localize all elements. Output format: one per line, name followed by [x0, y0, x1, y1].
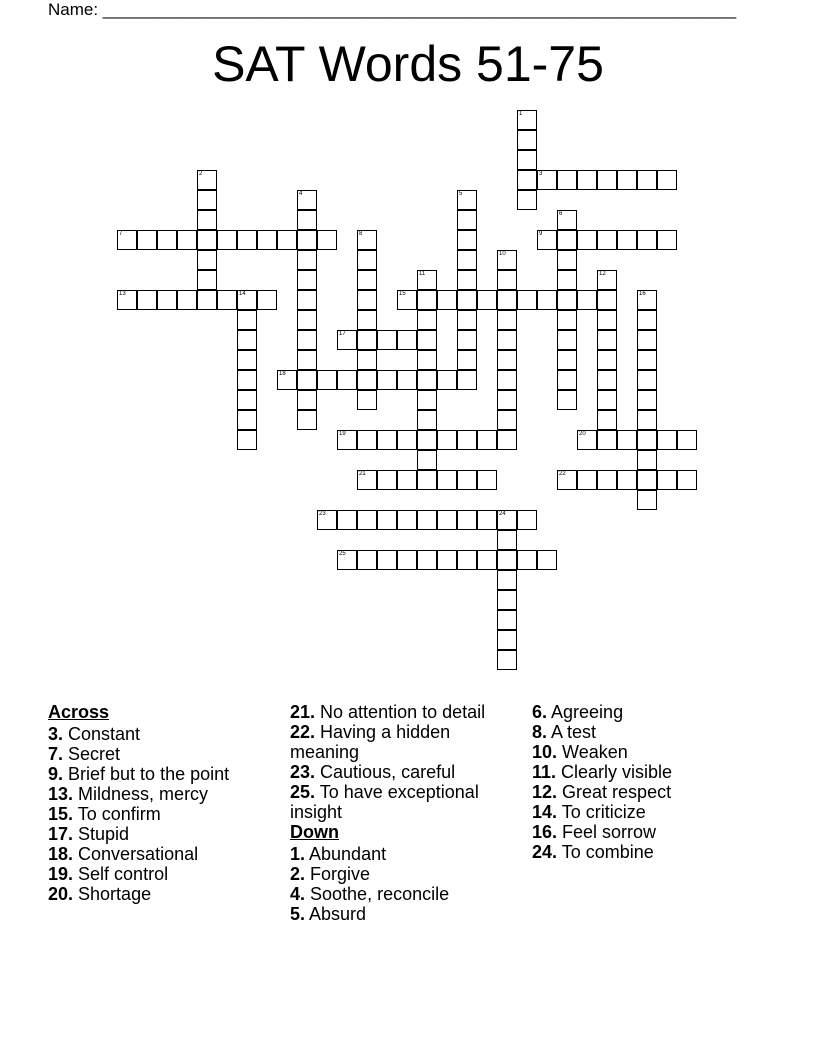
- crossword-cell[interactable]: [517, 510, 537, 530]
- crossword-cell[interactable]: [637, 230, 657, 250]
- crossword-cell[interactable]: [297, 350, 317, 370]
- crossword-cell[interactable]: [597, 230, 617, 250]
- clue-down-24: 24. To combine: [532, 842, 654, 862]
- crossword-cell[interactable]: [377, 370, 397, 390]
- crossword-cell[interactable]: [417, 290, 437, 310]
- crossword-cell[interactable]: [237, 310, 257, 330]
- crossword-cell[interactable]: [417, 470, 437, 490]
- crossword-cell[interactable]: [417, 330, 437, 350]
- crossword-cell[interactable]: [197, 190, 217, 210]
- crossword-cell[interactable]: [517, 130, 537, 150]
- crossword-cell[interactable]: [637, 350, 657, 370]
- crossword-cell[interactable]: [297, 290, 317, 310]
- crossword-cell[interactable]: [597, 330, 617, 350]
- crossword-cell[interactable]: [477, 470, 497, 490]
- crossword-cell[interactable]: [497, 530, 517, 550]
- clue-number-label: 2: [199, 171, 203, 177]
- crossword-cell[interactable]: [517, 190, 537, 210]
- crossword-cell[interactable]: [297, 410, 317, 430]
- crossword-cell[interactable]: [597, 410, 617, 430]
- crossword-cell[interactable]: [557, 310, 577, 330]
- clue-across-9: 9. Brief but to the point: [48, 764, 230, 784]
- crossword-cell[interactable]: [497, 290, 517, 310]
- crossword-cell[interactable]: [537, 290, 557, 310]
- crossword-cell[interactable]: [197, 210, 217, 230]
- crossword-cell[interactable]: [177, 290, 197, 310]
- crossword-cell[interactable]: [297, 390, 317, 410]
- crossword-cell[interactable]: [617, 430, 637, 450]
- crossword-cell[interactable]: [597, 390, 617, 410]
- crossword-cell[interactable]: [617, 470, 637, 490]
- crossword-cell[interactable]: [577, 230, 597, 250]
- clue-number-label: 7: [119, 231, 123, 237]
- crossword-cell[interactable]: [297, 210, 317, 230]
- clue-across-21: 21. No attention to detail: [290, 702, 486, 722]
- crossword-cell[interactable]: [557, 370, 577, 390]
- clue-number-label: 1: [519, 111, 523, 117]
- crossword-cell[interactable]: [637, 310, 657, 330]
- clue-across-23: 23. Cautious, careful: [290, 762, 456, 782]
- clue-down-2: 2. Forgive: [290, 864, 371, 884]
- crossword-cell[interactable]: [177, 230, 197, 250]
- crossword-cell[interactable]: [237, 330, 257, 350]
- crossword-cell[interactable]: [637, 330, 657, 350]
- clue-number-label: 23: [319, 511, 326, 517]
- clues-column-2: [290, 702, 515, 924]
- crossword-cell[interactable]: [657, 230, 677, 250]
- clue-number-label: 5: [459, 191, 463, 197]
- crossword-cell[interactable]: [557, 330, 577, 350]
- crossword-cell[interactable]: [597, 430, 617, 450]
- crossword-cell[interactable]: [197, 230, 217, 250]
- clue-number-label: 25: [339, 551, 346, 557]
- crossword-cell[interactable]: [337, 370, 357, 390]
- crossword-cell[interactable]: [457, 470, 477, 490]
- crossword-cell[interactable]: [497, 550, 517, 570]
- crossword-cell[interactable]: [497, 410, 517, 430]
- clue-down-11: 11. Clearly visible: [532, 762, 673, 782]
- crossword-cell[interactable]: [637, 390, 657, 410]
- crossword-cell[interactable]: [377, 510, 397, 530]
- crossword-cell[interactable]: [377, 470, 397, 490]
- crossword-cell[interactable]: [597, 370, 617, 390]
- crossword-cell[interactable]: [437, 290, 457, 310]
- crossword-cell[interactable]: [417, 510, 437, 530]
- crossword-cell[interactable]: [577, 470, 597, 490]
- crossword-cell[interactable]: [577, 170, 597, 190]
- crossword-cell[interactable]: [357, 290, 377, 310]
- crossword-cell[interactable]: [457, 210, 477, 230]
- crossword-cell[interactable]: [517, 550, 537, 570]
- crossword-cell[interactable]: [657, 430, 677, 450]
- crossword-cell[interactable]: [597, 170, 617, 190]
- crossword-cell[interactable]: [457, 230, 477, 250]
- crossword-cell[interactable]: [397, 550, 417, 570]
- crossword-cell[interactable]: [317, 370, 337, 390]
- clue-down-5: 5. Absurd: [290, 904, 367, 924]
- crossword-cell[interactable]: [497, 350, 517, 370]
- crossword-cell[interactable]: [477, 290, 497, 310]
- clue-number-label: 9: [539, 231, 543, 237]
- clue-across-17: 17. Stupid: [48, 824, 130, 844]
- clue-across-25: 25. To have exceptional insight: [290, 782, 479, 822]
- crossword-cell[interactable]: [437, 510, 457, 530]
- clue-across-15: 15. To confirm: [48, 804, 161, 824]
- crossword-cell[interactable]: [457, 370, 477, 390]
- crossword-cell[interactable]: [437, 430, 457, 450]
- clue-number-label: 21: [359, 471, 366, 477]
- crossword-cell[interactable]: [357, 330, 377, 350]
- crossword-cell[interactable]: [597, 310, 617, 330]
- crossword-cell[interactable]: [497, 430, 517, 450]
- crossword-cell[interactable]: [417, 450, 437, 470]
- crossword-cell[interactable]: [237, 350, 257, 370]
- crossword-cell[interactable]: [497, 330, 517, 350]
- clue-down-14: 14. To criticize: [532, 802, 646, 822]
- crossword-cell[interactable]: [237, 230, 257, 250]
- crossword-cell[interactable]: [297, 230, 317, 250]
- crossword-cell[interactable]: [557, 270, 577, 290]
- crossword-cell[interactable]: [297, 370, 317, 390]
- crossword-cell[interactable]: [497, 310, 517, 330]
- crossword-cell[interactable]: [417, 310, 437, 330]
- crossword-cell[interactable]: [437, 470, 457, 490]
- clue-number-label: 16: [639, 291, 646, 297]
- crossword-cell[interactable]: [637, 370, 657, 390]
- crossword-cell[interactable]: [677, 470, 697, 490]
- clue-down-16: 16. Feel sorrow: [532, 822, 657, 842]
- crossword-cell[interactable]: [517, 290, 537, 310]
- clue-number-label: 20: [579, 431, 586, 437]
- crossword-cell[interactable]: [557, 390, 577, 410]
- crossword-cell[interactable]: [357, 550, 377, 570]
- crossword-cell[interactable]: [237, 430, 257, 450]
- crossword-cell[interactable]: [377, 550, 397, 570]
- crossword-cell[interactable]: [417, 390, 437, 410]
- crossword-cell[interactable]: [417, 410, 437, 430]
- clue-number-label: 4: [299, 191, 303, 197]
- clue-number-label: 15: [399, 291, 406, 297]
- crossword-cell[interactable]: [137, 230, 157, 250]
- crossword-cell[interactable]: [377, 430, 397, 450]
- crossword-cell[interactable]: [397, 330, 417, 350]
- crossword-cell[interactable]: [657, 170, 677, 190]
- crossword-cell[interactable]: [517, 150, 537, 170]
- clue-number-label: 10: [499, 251, 506, 257]
- crossword-cell[interactable]: [157, 290, 177, 310]
- crossword-cell[interactable]: [677, 430, 697, 450]
- crossword-cell[interactable]: [397, 510, 417, 530]
- crossword-cell[interactable]: [637, 450, 657, 470]
- crossword-cell[interactable]: [457, 550, 477, 570]
- crossword-cell[interactable]: [597, 470, 617, 490]
- crossword-cell[interactable]: [497, 650, 517, 670]
- clue-across-20: 20. Shortage: [48, 884, 152, 904]
- clues-column-3: [532, 702, 732, 862]
- crossword-cell[interactable]: [457, 310, 477, 330]
- crossword-cell[interactable]: [357, 510, 377, 530]
- clue-down-4: 4. Soothe, reconcile: [290, 884, 450, 904]
- crossword-cell[interactable]: [497, 270, 517, 290]
- crossword-cell[interactable]: [197, 270, 217, 290]
- crossword-cell[interactable]: [257, 230, 277, 250]
- crossword-cell[interactable]: [337, 510, 357, 530]
- clue-number-label: 24: [499, 511, 506, 517]
- clue-across-19: 19. Self control: [48, 864, 169, 884]
- name-field-label: Name: ___________________________________________________________________: [48, 0, 737, 19]
- crossword-cell[interactable]: [217, 230, 237, 250]
- crossword-cell[interactable]: [517, 170, 537, 190]
- crossword-cell[interactable]: [457, 290, 477, 310]
- crossword-cell[interactable]: [537, 550, 557, 570]
- crossword-cell[interactable]: [357, 370, 377, 390]
- crossword-cell[interactable]: [457, 330, 477, 350]
- crossword-cell[interactable]: [497, 370, 517, 390]
- crossword-cell[interactable]: [397, 370, 417, 390]
- clue-number-label: 11: [419, 271, 426, 277]
- crossword-cell[interactable]: [637, 170, 657, 190]
- crossword-cell[interactable]: [237, 390, 257, 410]
- crossword-cell[interactable]: [637, 430, 657, 450]
- crossword-cell[interactable]: [557, 230, 577, 250]
- crossword-cell[interactable]: [497, 390, 517, 410]
- crossword-cell[interactable]: [437, 370, 457, 390]
- clue-number-label: 17: [339, 331, 346, 337]
- crossword-cell[interactable]: [497, 570, 517, 590]
- clue-across-18: 18. Conversational: [48, 844, 199, 864]
- crossword-cell[interactable]: [497, 610, 517, 630]
- crossword-cell[interactable]: [457, 270, 477, 290]
- crossword-cell[interactable]: [477, 430, 497, 450]
- clue-down-8: 8. A test: [532, 722, 597, 742]
- clue-number-label: 13: [119, 291, 126, 297]
- crossword-cell[interactable]: [417, 370, 437, 390]
- crossword-cell[interactable]: [597, 350, 617, 370]
- crossword-cell[interactable]: [417, 350, 437, 370]
- clue-number-label: 22: [559, 471, 566, 477]
- crossword-cell[interactable]: [617, 170, 637, 190]
- crossword-cell[interactable]: [417, 550, 437, 570]
- crossword-cell[interactable]: [357, 430, 377, 450]
- crossword-cell[interactable]: [297, 270, 317, 290]
- clue-across-13: 13. Mildness, mercy: [48, 784, 209, 804]
- clue-number-label: 6: [559, 211, 563, 217]
- crossword-cell[interactable]: [317, 230, 337, 250]
- clue-across-22: 22. Having a hidden meaning: [290, 722, 451, 762]
- crossword-cell[interactable]: [397, 430, 417, 450]
- clue-number-label: 12: [599, 271, 606, 277]
- crossword-cell[interactable]: [657, 470, 677, 490]
- clue-down-10: 10. Weaken: [532, 742, 628, 762]
- crossword-cell[interactable]: [197, 250, 217, 270]
- down-heading: Down: [290, 822, 339, 842]
- crossword-cell[interactable]: [437, 550, 457, 570]
- crossword-cell[interactable]: [557, 170, 577, 190]
- clue-number-label: 19: [339, 431, 346, 437]
- clue-across-3: 3. Constant: [48, 724, 141, 744]
- crossword-cell[interactable]: [577, 290, 597, 310]
- crossword-cell[interactable]: [457, 430, 477, 450]
- crossword-cell[interactable]: [457, 250, 477, 270]
- crossword-cell[interactable]: [557, 250, 577, 270]
- crossword-cell[interactable]: [197, 290, 217, 310]
- crossword-cell[interactable]: [637, 490, 657, 510]
- crossword-cell[interactable]: [277, 230, 297, 250]
- crossword-cell[interactable]: [497, 630, 517, 650]
- clue-number-label: 3: [539, 171, 543, 177]
- crossword-cell[interactable]: [477, 550, 497, 570]
- crossword-cell[interactable]: [457, 350, 477, 370]
- crossword-cell[interactable]: [637, 410, 657, 430]
- crossword-cell[interactable]: [377, 330, 397, 350]
- crossword-cell[interactable]: [417, 430, 437, 450]
- clue-number-label: 18: [279, 371, 286, 377]
- crossword-cell[interactable]: [297, 310, 317, 330]
- crossword-cell[interactable]: [357, 390, 377, 410]
- crossword-cell[interactable]: [357, 310, 377, 330]
- clue-number-label: 8: [359, 231, 363, 237]
- crossword-cell[interactable]: [617, 230, 637, 250]
- crossword-cell[interactable]: [257, 290, 277, 310]
- crossword-cell[interactable]: [457, 510, 477, 530]
- crossword-cell[interactable]: [357, 270, 377, 290]
- page-title: SAT Words 51-75: [212, 36, 604, 92]
- clue-number-label: 14: [239, 291, 246, 297]
- crossword-cell[interactable]: [557, 350, 577, 370]
- crossword-cell[interactable]: [397, 470, 417, 490]
- crossword-cell[interactable]: [137, 290, 157, 310]
- clue-down-1: 1. Abundant: [290, 844, 387, 864]
- crossword-cell[interactable]: [497, 590, 517, 610]
- clues-column-1: [48, 702, 263, 904]
- crossword-cell[interactable]: [557, 290, 577, 310]
- crossword-cell[interactable]: [597, 290, 617, 310]
- crossword-cell[interactable]: [157, 230, 177, 250]
- clue-down-12: 12. Great respect: [532, 782, 672, 802]
- crossword-cell[interactable]: [357, 250, 377, 270]
- clue-across-7: 7. Secret: [48, 744, 121, 764]
- crossword-cell[interactable]: [637, 470, 657, 490]
- crossword-cell[interactable]: [237, 410, 257, 430]
- crossword-cell[interactable]: [357, 350, 377, 370]
- crossword-cell[interactable]: [217, 290, 237, 310]
- across-heading: Across: [48, 702, 110, 722]
- clue-down-6: 6. Agreeing: [532, 702, 624, 722]
- crossword-cell[interactable]: [477, 510, 497, 530]
- crossword-cell[interactable]: [297, 330, 317, 350]
- crossword-cell[interactable]: [237, 370, 257, 390]
- crossword-cell[interactable]: [297, 250, 317, 270]
